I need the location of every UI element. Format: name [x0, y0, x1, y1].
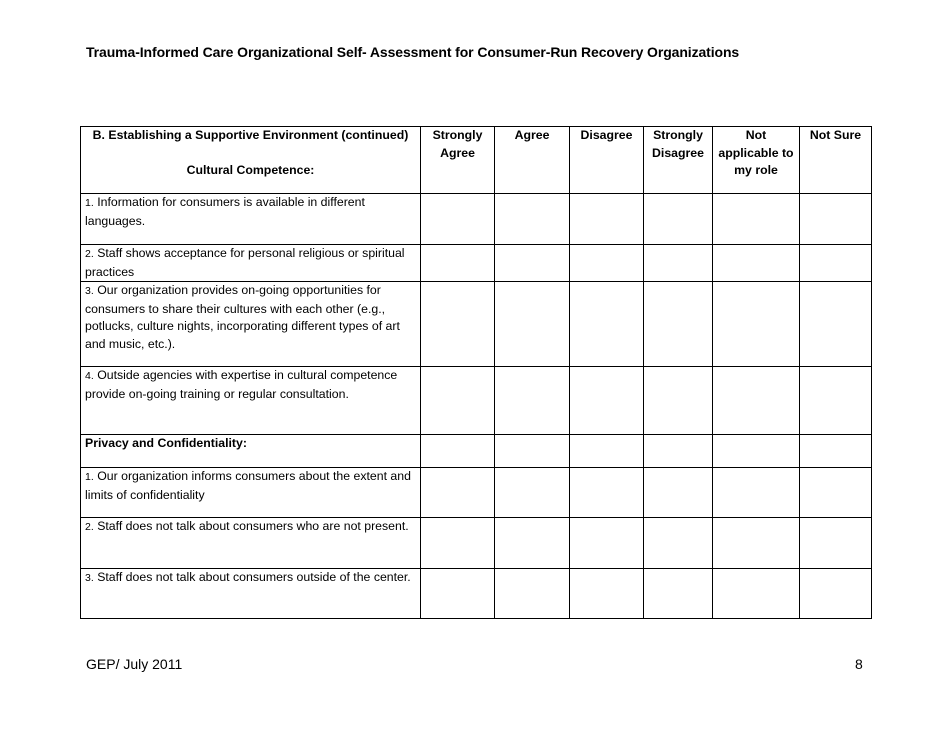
rating-cell[interactable]: [421, 518, 495, 569]
rating-cell[interactable]: [570, 518, 644, 569]
rating-cell[interactable]: [713, 194, 800, 245]
item-text: Staff does not talk about consumers outside of the center.: [97, 570, 411, 584]
item-number: 2.: [85, 248, 94, 260]
rating-cell[interactable]: [713, 282, 800, 367]
subsection-heading: Cultural Competence:: [186, 162, 315, 177]
rating-cell[interactable]: [713, 245, 800, 282]
empty-cell: [570, 435, 644, 468]
footer-date: GEP/ July 2011: [86, 656, 183, 672]
item-text: Information for consumers is available in different languages.: [85, 195, 365, 228]
column-header-agree: Agree: [495, 127, 570, 194]
item-number: 3.: [85, 285, 94, 297]
section-heading-cell: [81, 127, 421, 194]
empty-cell: [421, 435, 495, 468]
item-text-cell: [81, 569, 421, 619]
subheading-row: [81, 435, 872, 468]
item-text: Staff shows acceptance for personal religious or spiritual practices: [85, 246, 405, 279]
rating-cell[interactable]: [644, 367, 713, 435]
page-title: Trauma-Informed Care Organizational Self- Assessment for Consumer-Run Recovery Organizations: [86, 44, 740, 60]
column-header-disagree: Disagree: [570, 127, 644, 194]
rating-cell[interactable]: [421, 468, 495, 518]
rating-cell[interactable]: [495, 282, 570, 367]
assessment-table: [80, 126, 872, 619]
rating-cell[interactable]: [495, 468, 570, 518]
rating-cell[interactable]: [421, 282, 495, 367]
rating-cell[interactable]: [495, 367, 570, 435]
item-number: 1.: [85, 197, 94, 209]
item-number: 3.: [85, 572, 94, 584]
column-header-strongly-agree: Strongly Agree: [421, 127, 495, 194]
rating-cell[interactable]: [713, 569, 800, 619]
header-row: [81, 127, 872, 194]
rating-cell[interactable]: [421, 194, 495, 245]
table-row: [81, 518, 872, 569]
empty-cell: [713, 435, 800, 468]
rating-cell[interactable]: [800, 569, 872, 619]
rating-cell[interactable]: [644, 282, 713, 367]
rating-cell[interactable]: [421, 569, 495, 619]
rating-cell[interactable]: [713, 367, 800, 435]
table-row: [81, 367, 872, 435]
item-text: Our organization informs consumers about the extent and limits of confidentiality: [85, 469, 411, 502]
rating-cell[interactable]: [800, 468, 872, 518]
item-text-cell: [81, 245, 421, 282]
empty-cell: [800, 435, 872, 468]
item-number: 4.: [85, 370, 94, 382]
item-text: Our organization provides on-going opportunities for consumers to share their cultures with each other (e.g., potlucks, culture nights, incorporating different types of art and music, etc.).: [85, 283, 400, 351]
rating-cell[interactable]: [570, 194, 644, 245]
table-row: [81, 569, 872, 619]
column-header-strongly-disagree: Strongly Disagree: [644, 127, 713, 194]
table-row: [81, 282, 872, 367]
table-row: [81, 194, 872, 245]
item-text-cell: [81, 194, 421, 245]
rating-cell[interactable]: [644, 569, 713, 619]
rating-cell[interactable]: [713, 468, 800, 518]
rating-cell[interactable]: [570, 569, 644, 619]
column-header-not-applicable: Not applicable to my role: [713, 127, 800, 194]
item-text-cell: [81, 468, 421, 518]
empty-cell: [644, 435, 713, 468]
privacy-heading: Privacy and Confidentiality:: [81, 435, 421, 468]
table-row: [81, 245, 872, 282]
empty-cell: [495, 435, 570, 468]
item-text: Staff does not talk about consumers who are not present.: [97, 519, 409, 533]
rating-cell[interactable]: [495, 245, 570, 282]
item-text-cell: [81, 518, 421, 569]
rating-cell[interactable]: [495, 194, 570, 245]
item-number: 1.: [85, 471, 94, 483]
item-text: Outside agencies with expertise in cultural competence provide on-going training or regular consultation.: [85, 368, 398, 401]
rating-cell[interactable]: [421, 367, 495, 435]
section-heading: B. Establishing a Supportive Environment (continued): [92, 128, 409, 142]
rating-cell[interactable]: [421, 245, 495, 282]
rating-cell[interactable]: [800, 245, 872, 282]
rating-cell[interactable]: [644, 245, 713, 282]
rating-cell[interactable]: [495, 518, 570, 569]
item-text-cell: [81, 282, 421, 367]
rating-cell[interactable]: [570, 367, 644, 435]
item-number: 2.: [85, 521, 94, 533]
rating-cell[interactable]: [800, 194, 872, 245]
table-row: [81, 468, 872, 518]
rating-cell[interactable]: [644, 468, 713, 518]
rating-cell[interactable]: [570, 282, 644, 367]
rating-cell[interactable]: [713, 518, 800, 569]
rating-cell[interactable]: [570, 468, 644, 518]
rating-cell[interactable]: [800, 367, 872, 435]
rating-cell[interactable]: [644, 518, 713, 569]
column-header-not-sure: Not Sure: [800, 127, 872, 194]
rating-cell[interactable]: [800, 518, 872, 569]
rating-cell[interactable]: [495, 569, 570, 619]
rating-cell[interactable]: [800, 282, 872, 367]
rating-cell[interactable]: [644, 194, 713, 245]
rating-cell[interactable]: [570, 245, 644, 282]
item-text-cell: [81, 367, 421, 435]
page-number: 8: [855, 656, 863, 672]
